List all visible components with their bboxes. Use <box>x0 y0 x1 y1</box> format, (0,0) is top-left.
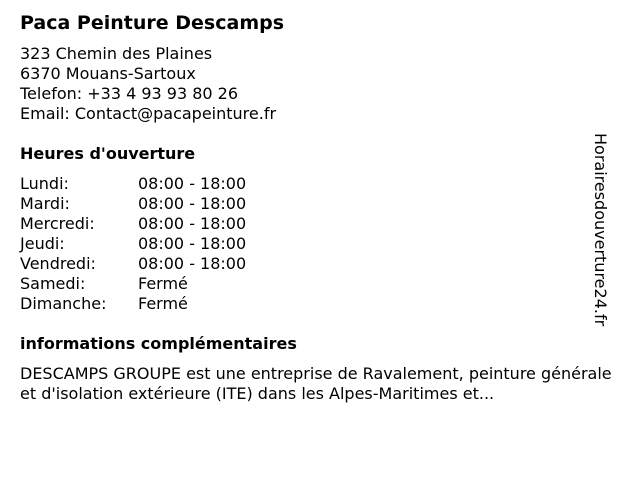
hours-row-wednesday <box>20 214 620 234</box>
hours-row-monday <box>20 174 620 194</box>
opening-hours-list <box>20 174 620 314</box>
day-label: Mercredi: <box>20 214 95 233</box>
hours-row-sunday <box>20 294 620 314</box>
address-city: 6370 Mouans-Sartoux <box>20 64 196 83</box>
phone-number: Telefon: +33 4 93 93 80 26 <box>20 84 239 103</box>
day-label: Vendredi: <box>20 254 96 273</box>
hours-row-saturday <box>20 274 620 294</box>
business-card <box>20 10 620 404</box>
day-label: Mardi: <box>20 194 70 213</box>
business-description: DESCAMPS GROUPE est une entreprise de Ravalement, peinture générale et d'isolation extérieure (ITE) dans les Alpes-Maritimes et... <box>20 364 612 403</box>
email-address: Email: Contact@pacapeinture.fr <box>20 104 277 123</box>
hours-row-tuesday <box>20 194 620 214</box>
time-value: Fermé <box>138 274 188 293</box>
hours-row-thursday <box>20 234 620 254</box>
site-watermark: Horairesdouverture24.fr <box>591 133 610 327</box>
contact-block <box>20 44 620 124</box>
time-value: 08:00 - 18:00 <box>138 214 247 233</box>
day-label: Samedi: <box>20 274 86 293</box>
business-name: Paca Peinture Descamps <box>20 12 285 34</box>
day-label: Jeudi: <box>20 234 65 253</box>
info-heading: informations complémentaires <box>20 334 297 353</box>
hours-heading: Heures d'ouverture <box>20 144 196 163</box>
time-value: Fermé <box>138 294 188 313</box>
time-value: 08:00 - 18:00 <box>138 194 247 213</box>
day-label: Dimanche: <box>20 294 107 313</box>
time-value: 08:00 - 18:00 <box>138 234 247 253</box>
address-street: 323 Chemin des Plaines <box>20 44 213 63</box>
time-value: 08:00 - 18:00 <box>138 254 247 273</box>
day-label: Lundi: <box>20 174 69 193</box>
time-value: 08:00 - 18:00 <box>138 174 247 193</box>
hours-row-friday <box>20 254 620 274</box>
